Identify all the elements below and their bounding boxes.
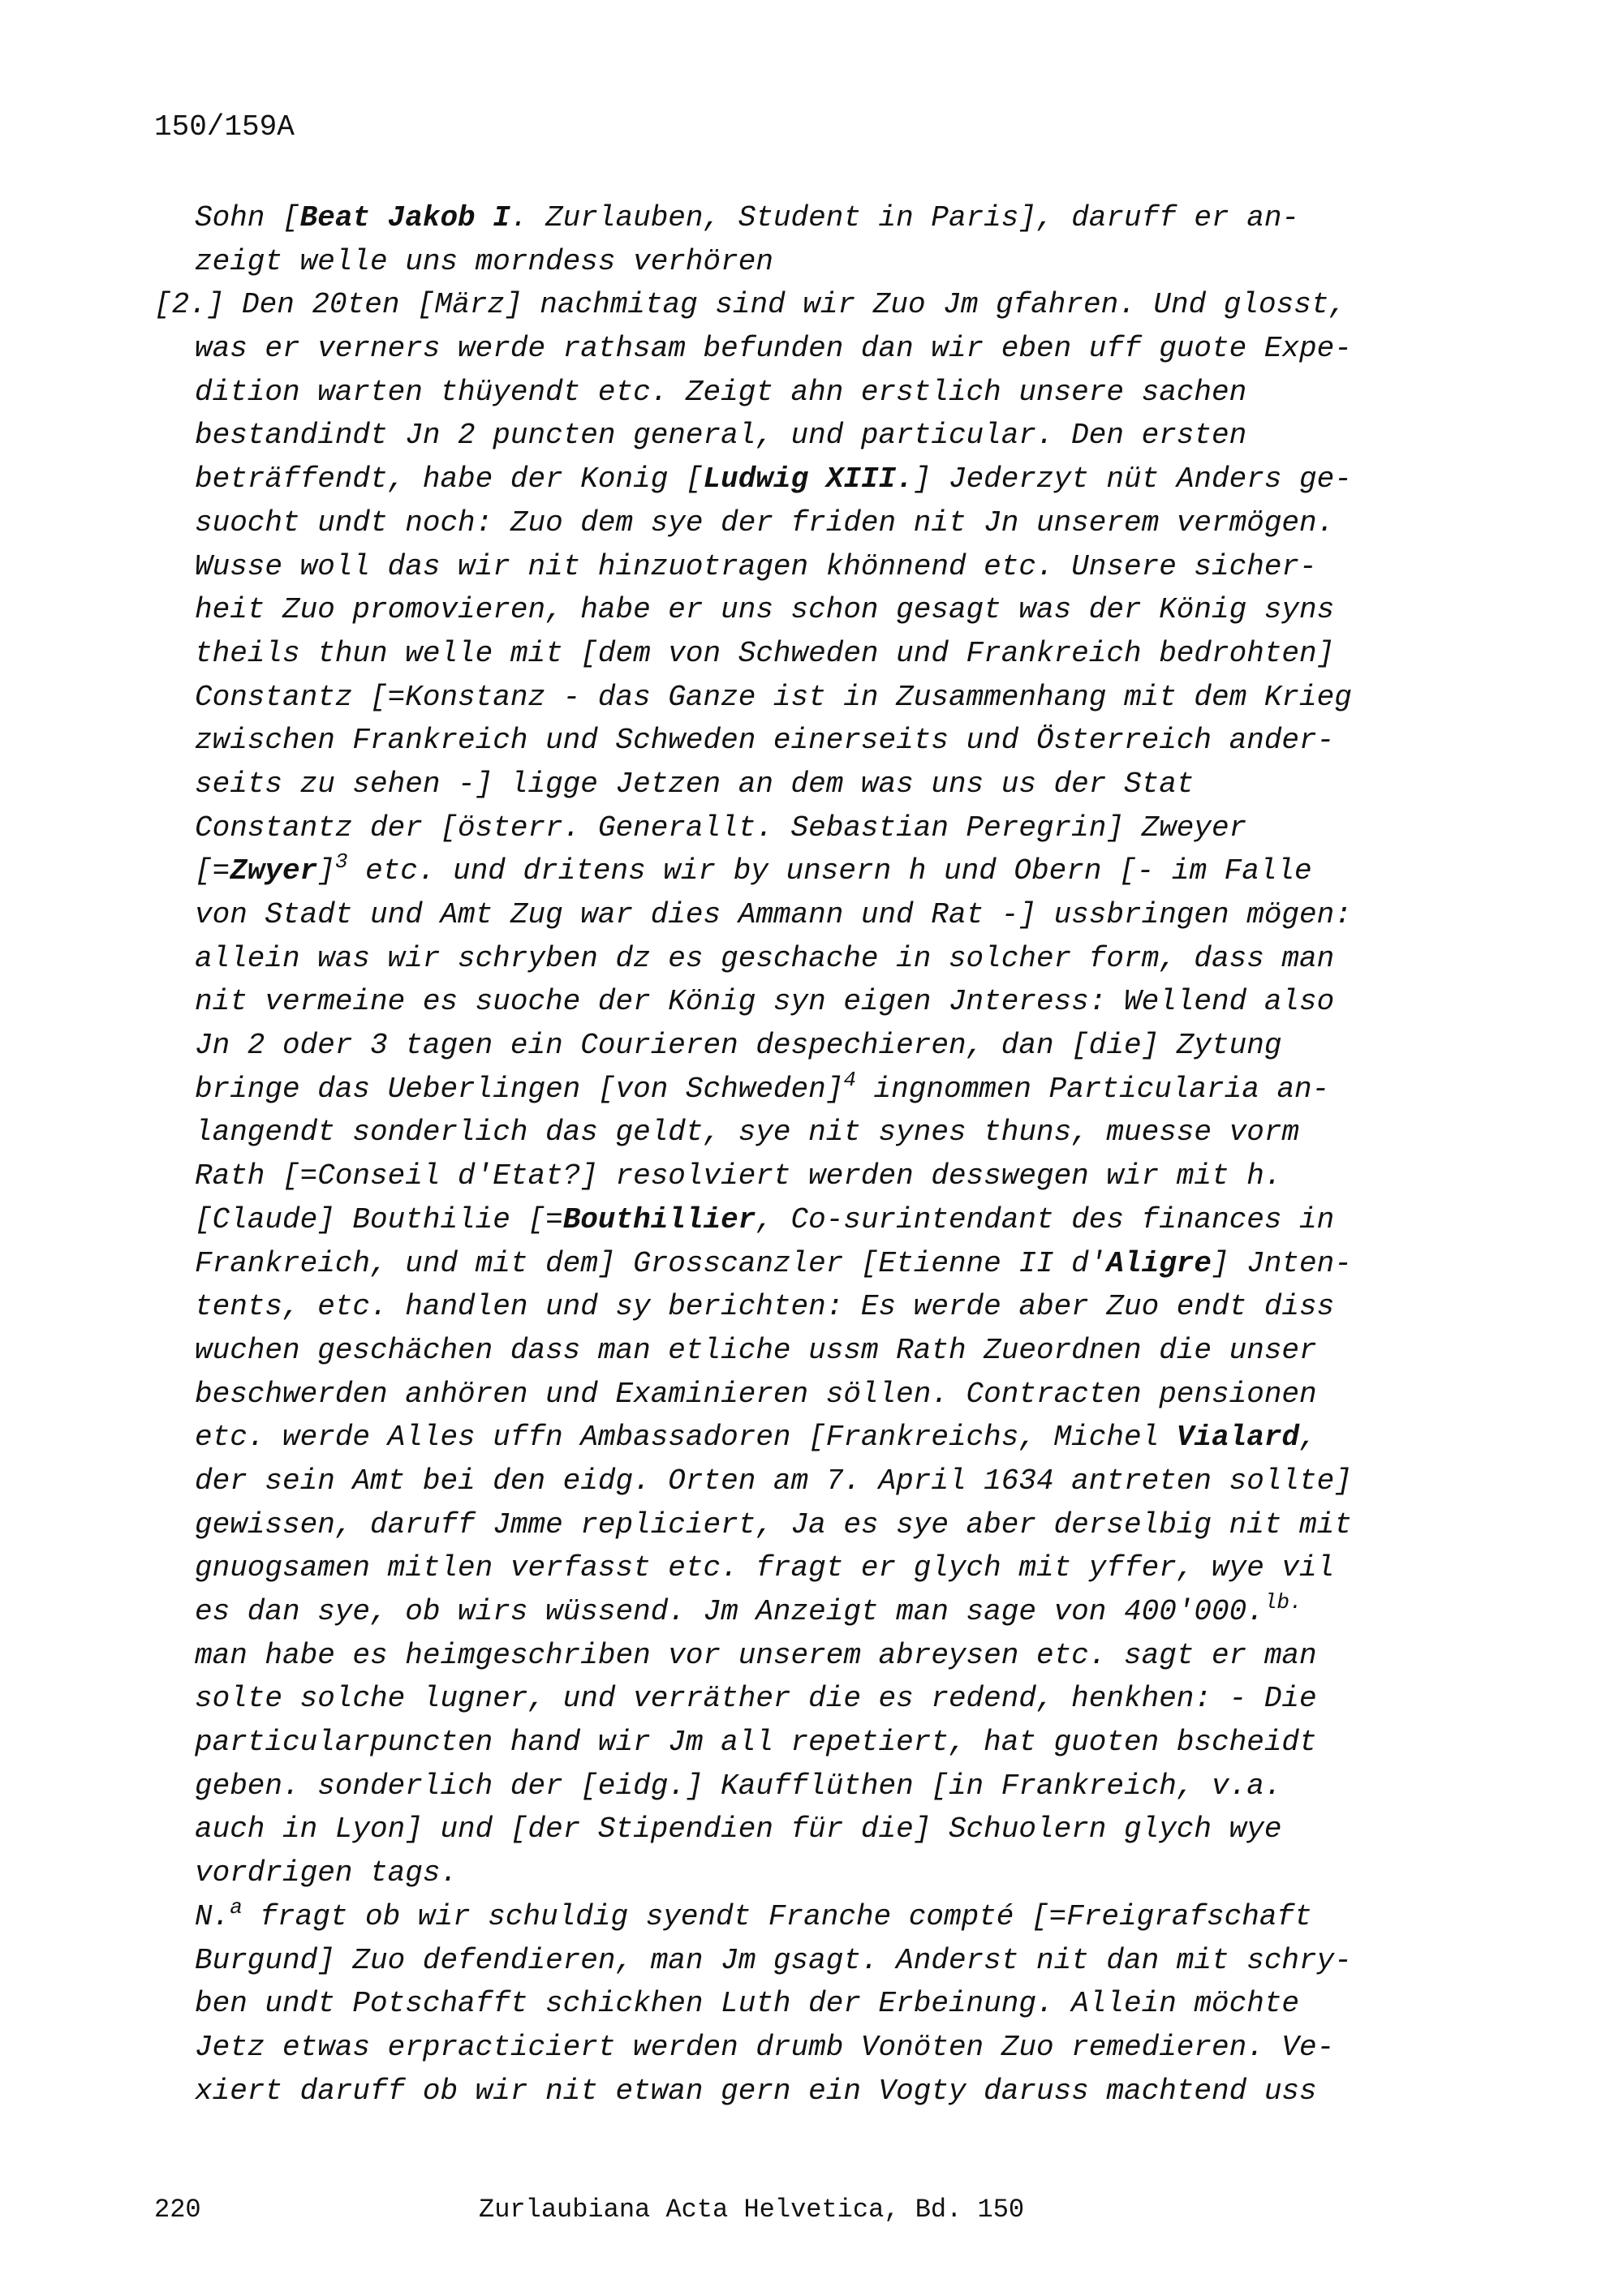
- text-span: dition warten thüyendt etc. Zeigt ahn erstlich unsere sachen: [195, 375, 1247, 409]
- text-span: es dan sye, ob wirs wüssend. Jm Anzeigt man sage von 400'000.: [195, 1595, 1264, 1628]
- text-line: [154, 1285, 1420, 1329]
- text-span: Constantz der [österr. Generallt. Sebastian Peregrin] Zweyer: [195, 810, 1247, 845]
- text-span: bestandindt Jn 2 puncten general, und particular. Den ersten: [195, 419, 1247, 453]
- text-span: tents, etc. handlen und sy berichten: Es werde aber Zuo endt diss: [195, 1290, 1335, 1324]
- text-line: [154, 893, 1420, 937]
- text-line: [154, 327, 1420, 371]
- text-span: beträffendt, habe der Konig [: [195, 462, 704, 497]
- footnote-marker: 3: [334, 849, 348, 875]
- text-span: [Claude] Bouthilie [=: [195, 1202, 563, 1236]
- text-span: nit vermeine es suoche der König syn eigen Jnteress: Wellend also: [195, 985, 1335, 1019]
- text-span: particularpuncten hand wir Jm all repetiert, hat guoten bscheidt: [195, 1726, 1317, 1760]
- text-line: [154, 1546, 1420, 1590]
- text-line: [154, 545, 1420, 589]
- text-line: [154, 240, 1420, 284]
- bold-name: Bouthillier: [562, 1202, 756, 1236]
- text-span: man habe es heimgeschriben vor unserem abreysen etc. sagt er man: [195, 1638, 1317, 1672]
- text-line: [154, 458, 1420, 501]
- text-span: vordrigen tags.: [195, 1856, 458, 1890]
- document-body: [154, 196, 1420, 2113]
- text-span: ben undt Potschafft schickhen Luth der Erbeinung. Allein möchte: [195, 1987, 1300, 2021]
- text-span: [=: [195, 854, 230, 888]
- text-line: [154, 676, 1420, 720]
- text-line: [154, 806, 1420, 850]
- text-span: Jetz etwas erpracticiert werden drumb Vonöten Zuo remedieren. Ve-: [195, 2030, 1335, 2064]
- text-line: [154, 1677, 1420, 1721]
- text-line: [154, 588, 1420, 632]
- text-span: Jn 2 oder 3 tagen ein Courieren despechieren, dan [die] Zytung: [195, 1029, 1282, 1063]
- bold-name: Ludwig XIII.: [703, 462, 914, 497]
- bold-name: Vialard: [1176, 1421, 1300, 1455]
- text-span: N.: [195, 1899, 230, 1933]
- text-line: [154, 1634, 1420, 1678]
- text-line: [154, 1068, 1420, 1111]
- text-line: [154, 196, 1420, 240]
- text-line: [154, 937, 1420, 981]
- footnote-marker: a: [230, 1894, 243, 1920]
- text-line: [154, 414, 1420, 458]
- bold-name: Beat Jakob I: [299, 201, 510, 234]
- text-span: ]: [317, 854, 335, 888]
- publication-title: Zurlaubiana Acta Helvetica, Bd. 150: [479, 2195, 1025, 2225]
- bold-name: Aligre: [1106, 1246, 1212, 1280]
- text-span: bringe das Ueberlingen [von Schweden]: [195, 1072, 844, 1106]
- text-line: [154, 1329, 1420, 1373]
- text-span: auch in Lyon] und [der Stipendien für die] Schuolern glych wye: [195, 1812, 1282, 1847]
- text-span: , Co-surintendant des finances in: [756, 1202, 1335, 1236]
- text-span: fragt ob wir schuldig syendt Franche compté [=Freigrafschaft: [242, 1899, 1312, 1933]
- text-span: langendt sonderlich das geldt, sye nit synes thuns, muesse vorm: [195, 1116, 1300, 1150]
- text-span: der sein Amt bei den eidg. Orten am 7. April 1634 antreten sollte]: [195, 1464, 1352, 1498]
- text-line: [154, 1198, 1420, 1242]
- text-span: theils thun welle mit [dem von Schweden und Frankreich bedrohten]: [195, 636, 1335, 670]
- text-line: [154, 849, 1420, 893]
- text-span: gewissen, daruff Jmme repliciert, Ja es sye aber derselbig nit mit: [195, 1507, 1352, 1541]
- text-line: [154, 1982, 1420, 2026]
- text-span: [2.] Den 20ten [März] nachmitag sind wir Zuo Jm gfahren. Und glosst,: [154, 288, 1347, 322]
- text-span: . Zurlauben, Student in Paris], daruff er an-: [510, 201, 1300, 234]
- text-line: [154, 2026, 1420, 2070]
- text-line: [154, 1721, 1420, 1765]
- text-line: [154, 1939, 1420, 1983]
- text-span: solte solche lugner, und verräther die es redend, henkhen: - Die: [195, 1682, 1317, 1716]
- text-span: zeigt welle uns morndess verhören: [195, 244, 773, 278]
- text-span: Frankreich, und mit dem] Grosscanzler [Etienne II d': [195, 1246, 1107, 1280]
- footnote-marker: lb.: [1264, 1590, 1302, 1615]
- text-line: [154, 1242, 1420, 1286]
- text-line: [154, 1154, 1420, 1198]
- text-span: Rath [=Conseil d'Etat?] resolviert werden desswegen wir mit h.: [195, 1159, 1282, 1193]
- text-line: [154, 1765, 1420, 1808]
- text-span: seits zu sehen -] ligge Jetzen an dem was uns us der Stat: [195, 767, 1195, 801]
- text-span: Wusse woll das wir nit hinzuotragen khönnend etc. Unsere sicher-: [195, 549, 1317, 583]
- text-line: [154, 1895, 1420, 1939]
- text-line: [154, 2070, 1420, 2113]
- text-line: [154, 632, 1420, 676]
- text-line: [154, 501, 1420, 545]
- text-span: zwischen Frankreich und Schweden einerseits und Österreich ander-: [195, 724, 1335, 758]
- text-span: wuchen geschächen dass man etliche ussm Rath Zueordnen die unser: [195, 1333, 1317, 1367]
- text-span: geben. sonderlich der [eidg.] Kaufflüthen [in Frankreich, v.a.: [195, 1769, 1282, 1803]
- text-span: allein was wir schryben dz es geschache in solcher form, dass man: [195, 941, 1335, 975]
- text-line: [154, 283, 1420, 327]
- footnote-marker: 4: [843, 1067, 856, 1092]
- text-span: Constantz [=Konstanz - das Ganze ist in Zusammenhang mit dem Krieg: [195, 680, 1352, 714]
- text-line: [154, 1111, 1420, 1154]
- text-span: etc. und dritens wir by unsern h und Obern [- im Falle: [347, 854, 1312, 888]
- text-line: [154, 1373, 1420, 1417]
- text-span: xiert daruff ob wir nit etwan gern ein Vogty daruss machtend uss: [195, 2074, 1317, 2108]
- text-line: [154, 1808, 1420, 1851]
- text-line: [154, 371, 1420, 415]
- bold-name: Zwyer: [230, 854, 318, 888]
- text-span: gnuogsamen mitlen verfasst etc. fragt er glych mit yffer, wye vil: [195, 1551, 1335, 1585]
- text-span: heit Zuo promovieren, habe er uns schon gesagt was der König syns: [195, 593, 1335, 627]
- text-span: ,: [1299, 1421, 1317, 1455]
- text-line: [154, 1851, 1420, 1895]
- text-span: etc. werde Alles uffn Ambassadoren [Frankreichs, Michel: [195, 1421, 1177, 1455]
- text-span: ] Jnten-: [1212, 1246, 1352, 1280]
- page-number: 220: [154, 2195, 201, 2225]
- text-line: [154, 1024, 1420, 1068]
- text-line: [154, 719, 1420, 763]
- text-span: Sohn [: [195, 201, 300, 234]
- text-line: [154, 1590, 1420, 1634]
- text-line: [154, 763, 1420, 806]
- text-line: [154, 1460, 1420, 1503]
- text-span: ingnommen Particularia an-: [855, 1072, 1330, 1106]
- text-span: von Stadt und Amt Zug war dies Ammann und Rat -] ussbringen mögen:: [195, 898, 1352, 931]
- text-span: was er verners werde rathsam befunden dan wir eben uff guote Expe-: [195, 332, 1352, 366]
- text-span: ] Jederzyt nüt Anders ge-: [913, 462, 1352, 497]
- text-line: [154, 980, 1420, 1024]
- page-reference: 150/159A: [154, 110, 295, 144]
- text-span: suocht undt noch: Zuo dem sye der friden nit Jn unserem vermögen.: [195, 505, 1335, 540]
- text-span: beschwerden anhören und Examinieren söllen. Contracten pensionen: [195, 1377, 1317, 1411]
- text-line: [154, 1503, 1420, 1547]
- text-line: [154, 1416, 1420, 1460]
- text-span: Burgund] Zuo defendieren, man Jm gsagt. Anderst nit dan mit schry-: [195, 1943, 1352, 1977]
